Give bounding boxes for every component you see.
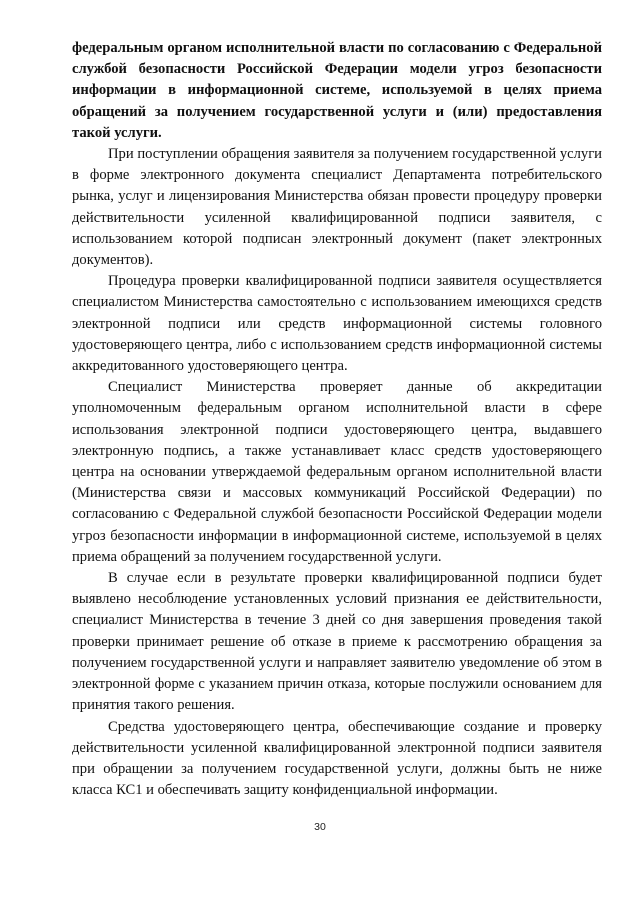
paragraph-check-procedure: Процедура проверки квалифицированной подписи заявителя осуществляется специалистом Министерства самостоятельно с использованием имеющихся средств электронной подписи или средств информационной системы головного удостоверяющего центра, либо с использованием средств информационной системы аккредитованного удостоверяющего центра. — [72, 273, 602, 375]
paragraph-signature-check-obligation: При поступлении обращения заявителя за получением государственной услуги в форме электронного документа специалист Департамента потребительского рынка, услуг и лицензирования Министерства обязан провести процедуру проверки действительности усиленной квалифицированной подписи заявителя, с использованием которой подписан электронный документ (пакет электронных документов). — [72, 146, 602, 269]
paragraph-accreditation-check: Специалист Министерства проверяет данные об аккредитации уполномоченным федеральным органом исполнительной власти в сфере использования электронной подписи удостоверяющего центра, выдавшего электронную подпись, а также устанавливает класс средств удостоверяющего центра на основании утверждаемой федеральным органом исполнительной власти (Министерства связи и массовых коммуникаций Российской Федерации) по согласованию с Федеральной службой безопасности Российской Федерации модели угроз безопасности информации в информационной системе, используемой в целях приема обращений за получением государственной услуги. — [72, 379, 602, 565]
page-number: 30 — [314, 821, 326, 833]
document-page — [72, 38, 602, 801]
paragraph-refusal-case: В случае если в результате проверки квалифицированной подписи будет выявлено несоблюдение установленных условий признания ее действительности, специалист Министерства в течение 3 дней со дня завершения проведения такой проверки принимает решение об отказе в приеме к рассмотрению обращения за получением государственной услуги и направляет заявителю уведомление об этом в электронной форме с указанием причин отказа, которые послужили основанием для принятия такого решения. — [72, 570, 602, 714]
paragraph-certification-class: Средства удостоверяющего центра, обеспечивающие создание и проверку действительности усиленной квалифицированной электронной подписи заявителя при обращении за получением государственной услуги, должны быть не ниже класса КС1 и обеспечивать защиту конфиденциальной информации. — [72, 718, 602, 799]
paragraph-continuation-bold: федеральным органом исполнительной власти по согласованию с Федеральной службой безопасности Российской Федерации модели угроз безопасности информации в информационной системе, используемой в целях приема обращений за получением государственной услуги и (или) предоставления такой услуги. — [72, 40, 602, 141]
